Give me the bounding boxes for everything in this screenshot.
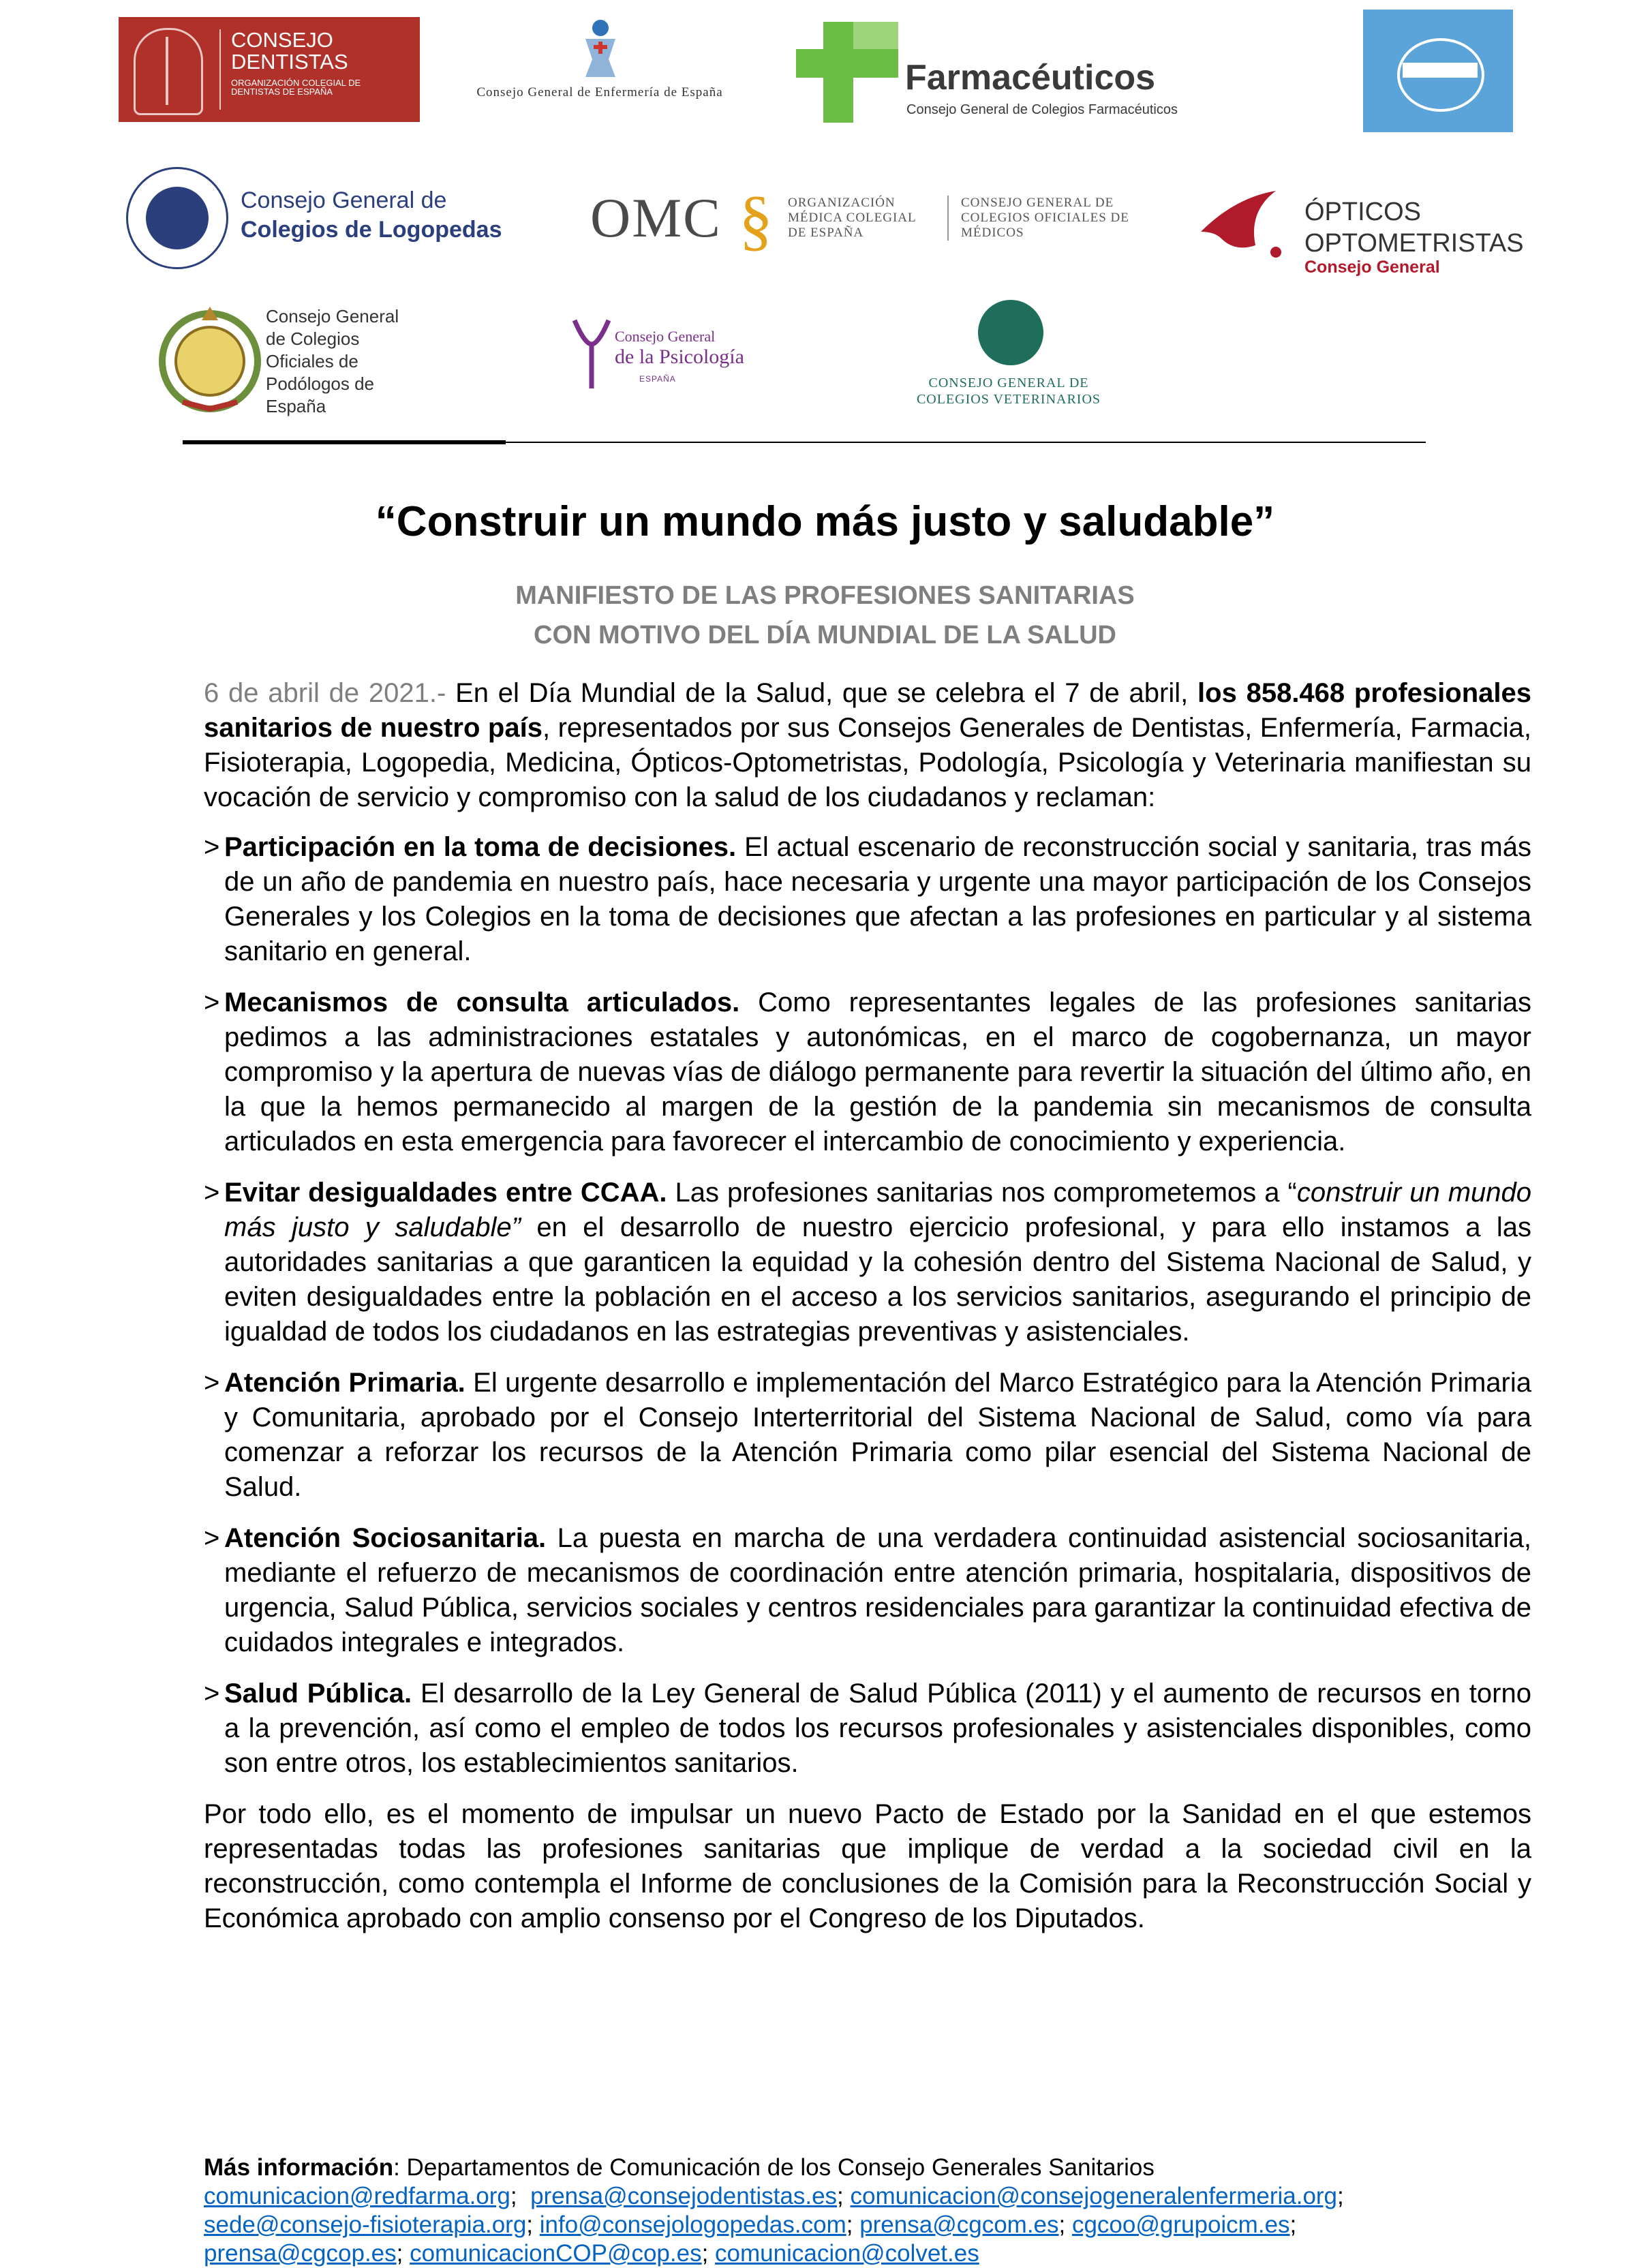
logo-farmaceuticos-name: Farmacéuticos — [905, 58, 1156, 97]
email-link[interactable]: comunicacion@consejogeneralenfermeria.org — [850, 2183, 1338, 2209]
subtitle-line2: CON MOTIVO DEL DÍA MUNDIAL DE LA SALUD — [534, 621, 1116, 649]
email-link[interactable]: info@consejologopedas.com — [539, 2211, 846, 2238]
podologos-crest-icon — [155, 300, 264, 416]
logo-veterinarios-name: CONSEJO GENERAL DE COLEGIOS VETERINARIOS — [916, 376, 1101, 407]
logo-consejo-logopedas — [126, 167, 508, 269]
caduceus-icon — [134, 28, 203, 115]
logo-opticos-sub: Consejo General — [1304, 258, 1440, 277]
email-link[interactable]: comunicacionCOP@cop.es — [410, 2240, 702, 2267]
demand-item: > Evitar desigualdades entre CCAA. Las profesiones sanitarias nos comprometemos a “construir un mundo más justo y saludable” en el desarrollo de nuestro ejercicio profesional, y para ello instamos a las autoridades sanitarias a que garanticen la equidad y la cohesión dentro del Sistema Nacional de Salud, y eviten desigualdades entre la población en el acceso a los servicios sanitarios, asegurando el principio de igualdad de todos los ciudadanos en las estrategias preventivas y asistenciales. — [204, 1176, 1531, 1349]
logo-consejo-psicologia — [571, 310, 769, 405]
contact-footer — [204, 2154, 1531, 2268]
document-body — [204, 676, 1531, 1951]
logo-consejo-fisioterapia — [1363, 10, 1513, 132]
logo-farmaceuticos-sub: Consejo General de Colegios Farmacéuticos — [906, 102, 1178, 117]
intro-paragraph: 6 de abril de 2021.- En el Día Mundial de la Salud, que se celebra el 7 de abril, los 858.468 profesionales sanitarios de nuestro país, representados por sus Consejos Generales de Dentistas, Enfermería, Farmacia, Fisioterapia, Logopedia, Medicina, Ópticos-Optometristas, Podología, Psicología y Veterinaria manifiestan su vocación de servicio y compromiso con la salud de los ciudadanos y reclaman: — [204, 678, 1532, 812]
email-link[interactable]: sede@consejo-fisioterapia.org — [204, 2211, 527, 2238]
footer-label: Más información — [204, 2154, 394, 2181]
section-sign-icon: § — [739, 182, 773, 258]
logo-consejo-podologos — [155, 300, 401, 423]
demand-item: > Atención Primaria. El urgente desarrollo e implementación del Marco Estratégico para la Atención Primaria y Comunitaria, aprobado por el Consejo Interterritorial del Sistema Nacional de Salud, como vía para comenzar a reforzar los recursos de la Atención Primaria como pilar esencial del Sistema Nacional de Salud. — [204, 1366, 1531, 1505]
logo-psicologia-line1: Consejo General — [615, 328, 716, 345]
eye-swoosh-icon — [1194, 184, 1296, 273]
logo-logopedas-line2: Colegios de Logopedas — [241, 217, 502, 243]
demand-item: > Atención Sociosanitaria. La puesta en marcha de una verdadera continuidad asistencial sociosanitaria, mediante el refuerzo de mecanismos de coordinación entre atención primaria, hospitalaria, dispositivos de urgencia, Salud Pública, servicios sociales y centros residenciales para garantizar la continuidad efectiva de cuidados integrales e integrados. — [204, 1521, 1531, 1660]
farmacia-cross-icon — [796, 22, 898, 123]
logo-farmaceuticos — [796, 22, 1212, 123]
logo-omc — [590, 181, 1156, 256]
email-link[interactable]: prensa@cgcop.es — [204, 2240, 397, 2267]
logo-enfermeria-name: Consejo General de Enfermería de España — [476, 85, 723, 99]
logo-opticos-name: ÓPTICOS OPTOMETRISTAS — [1304, 198, 1524, 258]
logo-psicologia-sub: ESPAÑA — [639, 374, 676, 384]
logopedas-seal-icon — [126, 167, 228, 269]
demand-item: > Participación en la toma de decisiones. El actual escenario de reconstrucción social y sanitaria, tras más de un año de pandemia en nuestro país, hace necesaria y urgente una mayor participación de los Consejos Generales y los Colegios en la toma de decisiones que afectan a las profesiones en particular y al sistema sanitario en general. — [204, 830, 1531, 969]
bullet-arrow-icon: > — [204, 1523, 220, 1553]
figures-icon — [1403, 63, 1478, 78]
nurse-figure-icon — [581, 18, 620, 80]
subtitle-line1: MANIFIESTO DE LAS PROFESIONES SANITARIAS — [515, 581, 1135, 610]
logo-omc-col2: CONSEJO GENERAL DE COLEGIOS OFICIALES DE MÉDICOS — [961, 196, 1129, 240]
document-title: “Construir un mundo más justo y saludable” — [375, 498, 1275, 545]
bullet-arrow-icon: > — [204, 832, 220, 862]
logo-opticos-optometristas — [1194, 177, 1524, 279]
logo-omc-name: OMC — [590, 187, 722, 249]
psi-symbol-icon — [571, 317, 612, 392]
header-rule-thick — [183, 440, 506, 444]
logo-dentistas-name: CONSEJO DENTISTAS — [231, 28, 348, 74]
demand-item: > Mecanismos de consulta articulados. Como representantes legales de las profesiones sanitarias pedimos a las administraciones estatales y autonómicas, en el marco de cogobernanza, un mayor compromiso y la apertura de nuevas vías de diálogo permanente para revertir la situación del último año, en la que la hemos permanecido al margen de la gestión de la pandemia sin mecanismos de consulta articulados en esta emergencia para favorecer el intercambio de conocimiento y experiencia. — [204, 985, 1531, 1159]
logo-consejo-dentistas — [119, 17, 420, 122]
logo-podologos-name: Consejo General de Colegios Oficiales de Podólogos de España — [266, 306, 399, 416]
bullet-arrow-icon: > — [204, 1679, 220, 1708]
veterinarios-seal-icon — [978, 300, 1043, 365]
bullet-arrow-icon: > — [204, 1178, 220, 1208]
footer-emails: comunicacion@redfarma.org; prensa@consejodentistas.es; comunicacion@consejogeneralenfermeria.org; sede@consejo-fisioterapia.org; info@consejologopedas.com; prensa@cgcom.es; cgcoo@grupoicm.es; prensa@cgcop.es; comunicacionCOP@cop.es; comunicacion@colvet.es — [204, 2183, 1344, 2267]
email-link[interactable]: prensa@consejodentistas.es — [530, 2183, 838, 2209]
demand-item: > Salud Pública. El desarrollo de la Ley General de Salud Pública (2011) y el aumento de recursos en torno a la prevención, así como el empleo de todos los recursos profesionales y asistenciales disponibles, como son entre otros, los establecimientos sanitarios. — [204, 1676, 1531, 1781]
footer-text: : Departamentos de Comunicación de los Consejo Generales Sanitarios — [393, 2154, 1155, 2181]
document-subtitle — [0, 576, 1650, 655]
bullet-arrow-icon: > — [204, 1368, 220, 1398]
bullet-arrow-icon: > — [204, 987, 220, 1017]
date-label: 6 de abril de 2021.- — [204, 678, 446, 708]
email-link[interactable]: comunicacion@colvet.es — [715, 2240, 979, 2267]
logo-consejo-veterinarios — [900, 300, 1118, 416]
email-link[interactable]: cgcoo@grupoicm.es — [1071, 2211, 1290, 2238]
logo-omc-col1: ORGANIZACIÓN MÉDICA COLEGIAL DE ESPAÑA — [788, 196, 916, 240]
logo-logopedas-line1: Consejo General de — [241, 187, 447, 213]
header-rule-thin — [506, 442, 1426, 443]
logo-dentistas-sub: ORGANIZACIÓN COLEGIAL DE DENTISTAS DE ESPAÑA — [231, 78, 361, 97]
logo-consejo-enfermeria — [470, 15, 729, 117]
closing-paragraph: Por todo ello, es el momento de impulsar un nuevo Pacto de Estado por la Sanidad en el que estemos representadas todas las profesiones sanitarias que implique de verdad a la sociedad civil en la reconstrucción, como contempla el Informe de conclusiones de la Comisión para la Reconstrucción Social y Económica aprobado con amplio consenso por el Congreso de los Diputados. — [204, 1799, 1531, 1933]
email-link[interactable]: prensa@cgcom.es — [859, 2211, 1059, 2238]
email-link[interactable]: comunicacion@redfarma.org — [204, 2183, 510, 2209]
logo-psicologia-line2: de la Psicología — [615, 346, 744, 368]
